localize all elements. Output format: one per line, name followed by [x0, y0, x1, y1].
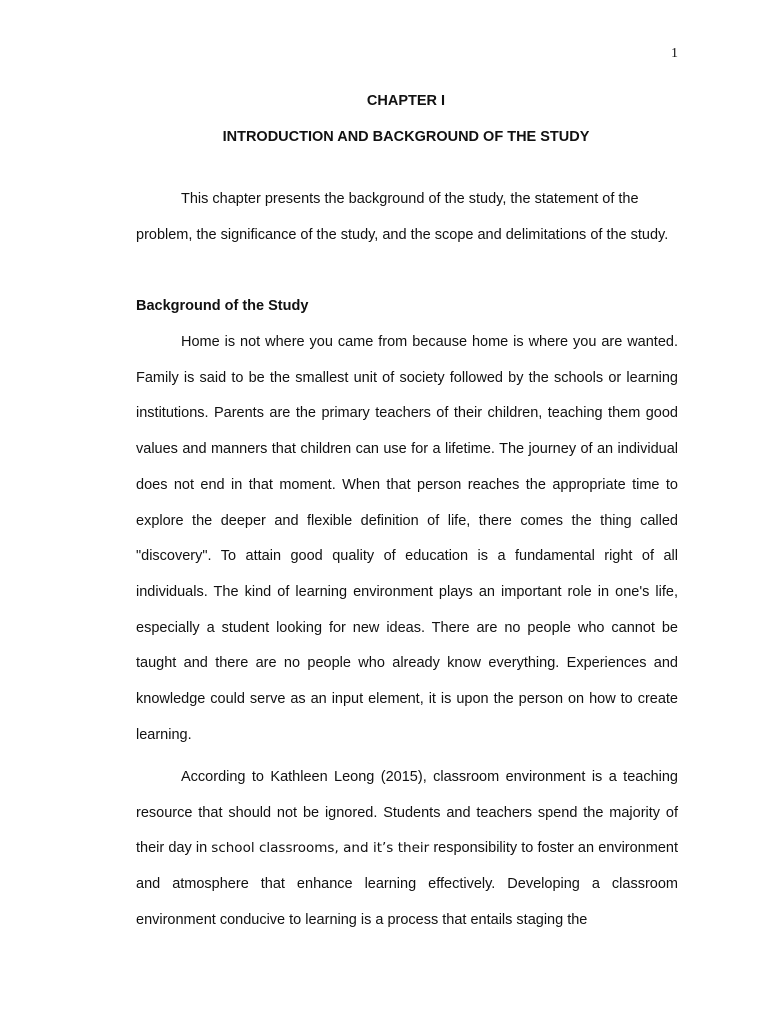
leong-paragraph-text-start: According to Kathleen Leong (2015), classroom environment is a teaching resource that should not be ignored. Students and teachers spend the majority of their day in [136, 769, 678, 857]
intro-paragraph: This chapter presents the background of the study, the statement of the problem, the significance of the study, and the scope and delimitations of the study. [136, 191, 669, 243]
leong-paragraph-text-end: responsibility to foster an environment and atmosphere that enhance learning effectively. Developing a classroom environment conducive to learning is a process that entails staging the [136, 840, 678, 928]
leong-paragraph-text-middle: school classrooms, and it’s their [211, 840, 430, 857]
leong-paragraph [136, 760, 678, 939]
page-number: 1 [671, 46, 678, 61]
background-paragraph: Home is not where you came from because home is where you are wanted. Family is said to be the smallest unit of society followed by the schools or learning institutions. Parents are the primary teachers of their children, teaching them good values and manners that children can use for a lifetime. The journey of an individual does not end in that moment. When that person reaches the appropriate time to explore the deeper and flexible definition of life, there comes the thing called "discovery". To attain good quality of education is a fundamental right of all individuals. The kind of learning environment plays an important role in one's life, especially a student looking for new ideas. There are no people who cannot be taught and there are no people who already know everything. Experiences and knowledge could serve as an input element, it is upon the person on how to create learning. [136, 334, 678, 743]
section-heading-background: Background of the Study [136, 298, 309, 314]
chapter-title: INTRODUCTION AND BACKGROUND OF THE STUDY [222, 129, 590, 145]
chapter-label: CHAPTER I [366, 93, 446, 109]
